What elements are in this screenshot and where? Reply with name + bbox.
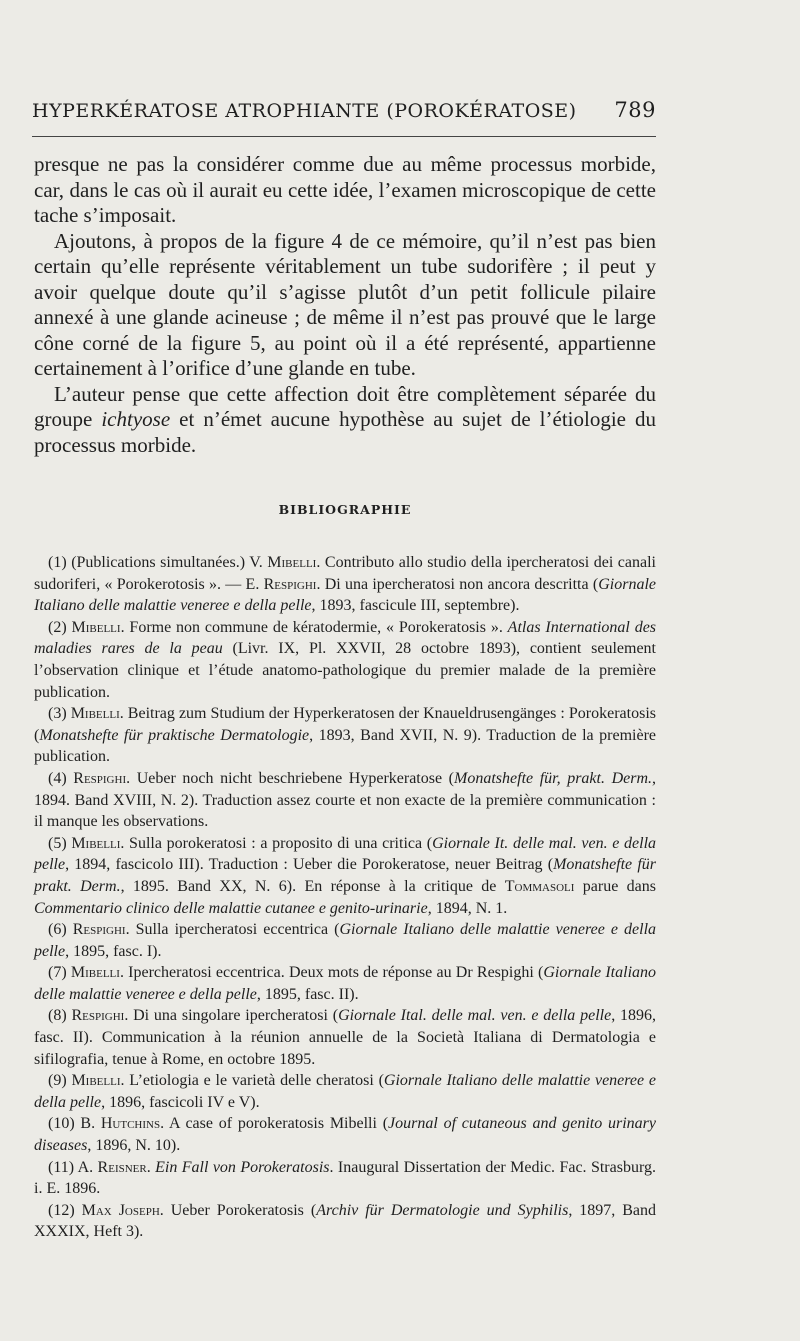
entry-text: . A case of porokeratosis Mibelli ( bbox=[160, 1115, 389, 1133]
author-name: Mibelli bbox=[71, 1072, 121, 1090]
author-name: Respighi bbox=[71, 1007, 125, 1025]
entry-text: (3) bbox=[48, 705, 71, 723]
entry-text: . Di una singolare ipercheratosi ( bbox=[124, 1007, 339, 1025]
entry-text: . Ueber Porokeratosis ( bbox=[159, 1201, 317, 1219]
bibliography-entry bbox=[34, 703, 656, 768]
author-name: Tommasoli bbox=[504, 877, 575, 895]
entry-text: , 1894. Band XVIII, N. 2). Traduction assez courte et non exacte de la première communication : il manque les observations. bbox=[34, 769, 657, 831]
bibliography-entry bbox=[34, 552, 656, 617]
entry-text: (2) bbox=[48, 618, 72, 636]
entry-text: , 1894, fascicolo III). Traduction : Ueber die Porokeratose, neuer Beitrag ( bbox=[65, 856, 554, 874]
entry-text: . Beitrag zum Studium der Hyperkeratosen der Knaueldrusengänges : Porokeratosis ( bbox=[34, 705, 657, 744]
author-name: Respighi bbox=[263, 575, 317, 593]
entry-text: , 1893, Band XVII, N. 9). Traduction de la première publication. bbox=[34, 726, 657, 766]
entry-text: , 1893, fascicule III, septembre). bbox=[311, 597, 520, 615]
author-name: Reisner bbox=[97, 1158, 147, 1176]
paragraph-text: et n’émet aucune hypothèse au sujet de l’étiologie du processus morbide. bbox=[34, 407, 656, 457]
bibliography-entry bbox=[34, 1070, 656, 1113]
bibliography-entry bbox=[34, 1005, 656, 1070]
entry-text: , 1895. Band XX, N. 6). En réponse à la critique de bbox=[120, 877, 505, 895]
bibliography-entry bbox=[34, 617, 656, 703]
author-name: Respighi bbox=[72, 921, 126, 939]
author-name: Max Joseph bbox=[81, 1201, 160, 1219]
page-number: 789 bbox=[614, 98, 656, 122]
author-name: Respighi bbox=[73, 769, 127, 787]
publication-title: Giornale It. delle mal. ven. e della pelle bbox=[34, 834, 657, 874]
author-name: Mibelli bbox=[70, 964, 120, 982]
paragraph-continuation: presque ne pas la considérer comme due au même processus morbide, car, dans le cas où il aurait eu cette idée, l’examen microscopique de cette tache s’imposait. bbox=[34, 152, 656, 227]
bibliography-entry bbox=[34, 1157, 656, 1200]
entry-text: , 1897, Band XXXIX, Heft 3). bbox=[34, 1201, 657, 1241]
entry-text: . Ueber noch nicht beschriebene Hyperkeratose ( bbox=[126, 769, 455, 787]
entry-text: (11) A. bbox=[48, 1158, 98, 1176]
paragraph-text: L’auteur pense que cette affection doit être complètement séparée du groupe bbox=[34, 381, 656, 431]
publication-title: Giornale Italiano delle malattie veneree e della pelle bbox=[34, 575, 656, 615]
bibliography-entry bbox=[34, 1113, 656, 1156]
paragraph-italic-term: ichtyose bbox=[101, 407, 171, 431]
bibliography-list bbox=[34, 552, 656, 1243]
entry-text: , 1896, fasc. II). Communication à la réunion annuelle de la Società Italiana di Dermatologia e sifilografia, tenue à Rome, en octobre 1895. bbox=[34, 1007, 657, 1068]
entry-text: , 1895, fasc. II). bbox=[256, 985, 359, 1003]
publication-title: Monatshefte für, prakt. Derm. bbox=[454, 769, 653, 787]
entry-text: . Ipercheratosi eccentrica. Deux mots de réponse au Dr Respighi ( bbox=[119, 964, 544, 982]
bibliography-entry bbox=[34, 768, 656, 833]
entry-text: , 1894, N. 1. bbox=[427, 899, 508, 917]
publication-title: Archiv für Dermatologie und Syphilis bbox=[316, 1201, 569, 1219]
publication-title: Atlas International des maladies rares de la peau bbox=[34, 618, 657, 658]
publication-title: Journal of cutaneous and genito urinary diseases bbox=[34, 1115, 656, 1155]
publication-title: Commentario clinico delle malattie cutanee e genito-urinarie bbox=[34, 899, 428, 917]
entry-text: (8) bbox=[48, 1007, 72, 1025]
bibliography-entry bbox=[34, 833, 656, 919]
entry-text: (5) bbox=[48, 834, 72, 852]
publication-title: Giornale Italiano delle malattie veneree e della pelle bbox=[34, 964, 657, 1003]
entry-text: (9) bbox=[48, 1072, 72, 1090]
entry-text: parue dans bbox=[574, 877, 657, 895]
body-text bbox=[34, 152, 656, 458]
bibliography-entry bbox=[34, 919, 656, 962]
bibliography-heading: BIBLIOGRAPHIE bbox=[278, 502, 412, 517]
publication-title: Giornale Italiano delle malattie veneree e della pelle bbox=[34, 921, 657, 960]
entry-text: . Forme non commune de kératodermie, « Porokeratosis ». bbox=[120, 618, 508, 636]
author-name: Mibelli bbox=[71, 834, 121, 852]
running-header bbox=[32, 98, 656, 122]
paragraph: Ajoutons, à propos de la figure 4 de ce mémoire, qu’il n’est pas bien certain qu’elle représente véritablement un tube sudorifère ; il peut y avoir quelque doute qu’il s’agisse plutôt d’un petit follicule pilaire annexé à une glande acineuse ; de même il n’est pas prouvé que le large cône corné de la figure 5, au point où il a été représenté, appartienne certainement à l’orifice d’une glande en tube. bbox=[34, 228, 656, 380]
bibliography-entry bbox=[34, 1200, 656, 1243]
entry-text: , 1896, N. 10). bbox=[87, 1137, 181, 1155]
entry-text: . Sulla porokeratosi : a proposito di una critica ( bbox=[120, 834, 433, 852]
entry-text: . Contributo allo studio della ipercheratosi dei canali sudoriferi, « Porokerotosis ». — E. bbox=[34, 554, 656, 593]
publication-title: Giornale Ital. delle mal. ven. e della pelle bbox=[338, 1007, 612, 1025]
entry-text: (7) bbox=[48, 964, 71, 982]
entry-text: , 1895, fasc. I). bbox=[65, 942, 162, 960]
entry-text: (12) bbox=[48, 1201, 82, 1219]
bibliography-entry bbox=[34, 962, 656, 1005]
entry-text: . Inaugural Dissertation der Medic. Fac. Strasburg. i. E. 1896. bbox=[34, 1158, 656, 1198]
entry-text: (4) bbox=[48, 769, 74, 787]
entry-text: (10) B. bbox=[48, 1115, 101, 1133]
entry-text: (6) bbox=[48, 921, 73, 939]
publication-title: Monatshefte für prakt. Derm. bbox=[34, 856, 657, 895]
entry-text: . Sulla ipercheratosi eccentrica ( bbox=[125, 921, 340, 939]
author-name: Hutchins bbox=[100, 1115, 161, 1133]
author-name: Mibelli bbox=[267, 554, 317, 571]
header-rule bbox=[32, 136, 656, 137]
publication-title: Ein Fall von Porokeratosis bbox=[155, 1158, 330, 1176]
paragraph bbox=[34, 382, 656, 459]
publication-title: Giornale Italiano delle malattie veneree e della pelle bbox=[34, 1072, 656, 1111]
author-name: Mibelli bbox=[71, 618, 121, 636]
running-title: HYPERKÉRATOSE ATROPHIANTE (POROKÉRATOSE) bbox=[32, 100, 577, 122]
publication-title: Monatshefte für praktische Dermatologie bbox=[39, 726, 310, 744]
entry-text: , 1896, fascicoli IV e V). bbox=[101, 1093, 260, 1111]
entry-text: (1) (Publications simultanées.) V. bbox=[48, 554, 268, 571]
entry-text: . bbox=[146, 1158, 156, 1176]
entry-text: . Di una ipercheratosi non ancora descritta ( bbox=[316, 575, 599, 593]
entry-text: . L’etiologia e le varietà delle cheratosi ( bbox=[120, 1072, 384, 1090]
entry-text: (Livr. IX, Pl. XXVII, 28 octobre 1893), contient seulement l’observation clinique et l’étude anatomo-pathologique du premier malade de la première publication. bbox=[34, 640, 657, 701]
author-name: Mibelli bbox=[70, 705, 120, 723]
